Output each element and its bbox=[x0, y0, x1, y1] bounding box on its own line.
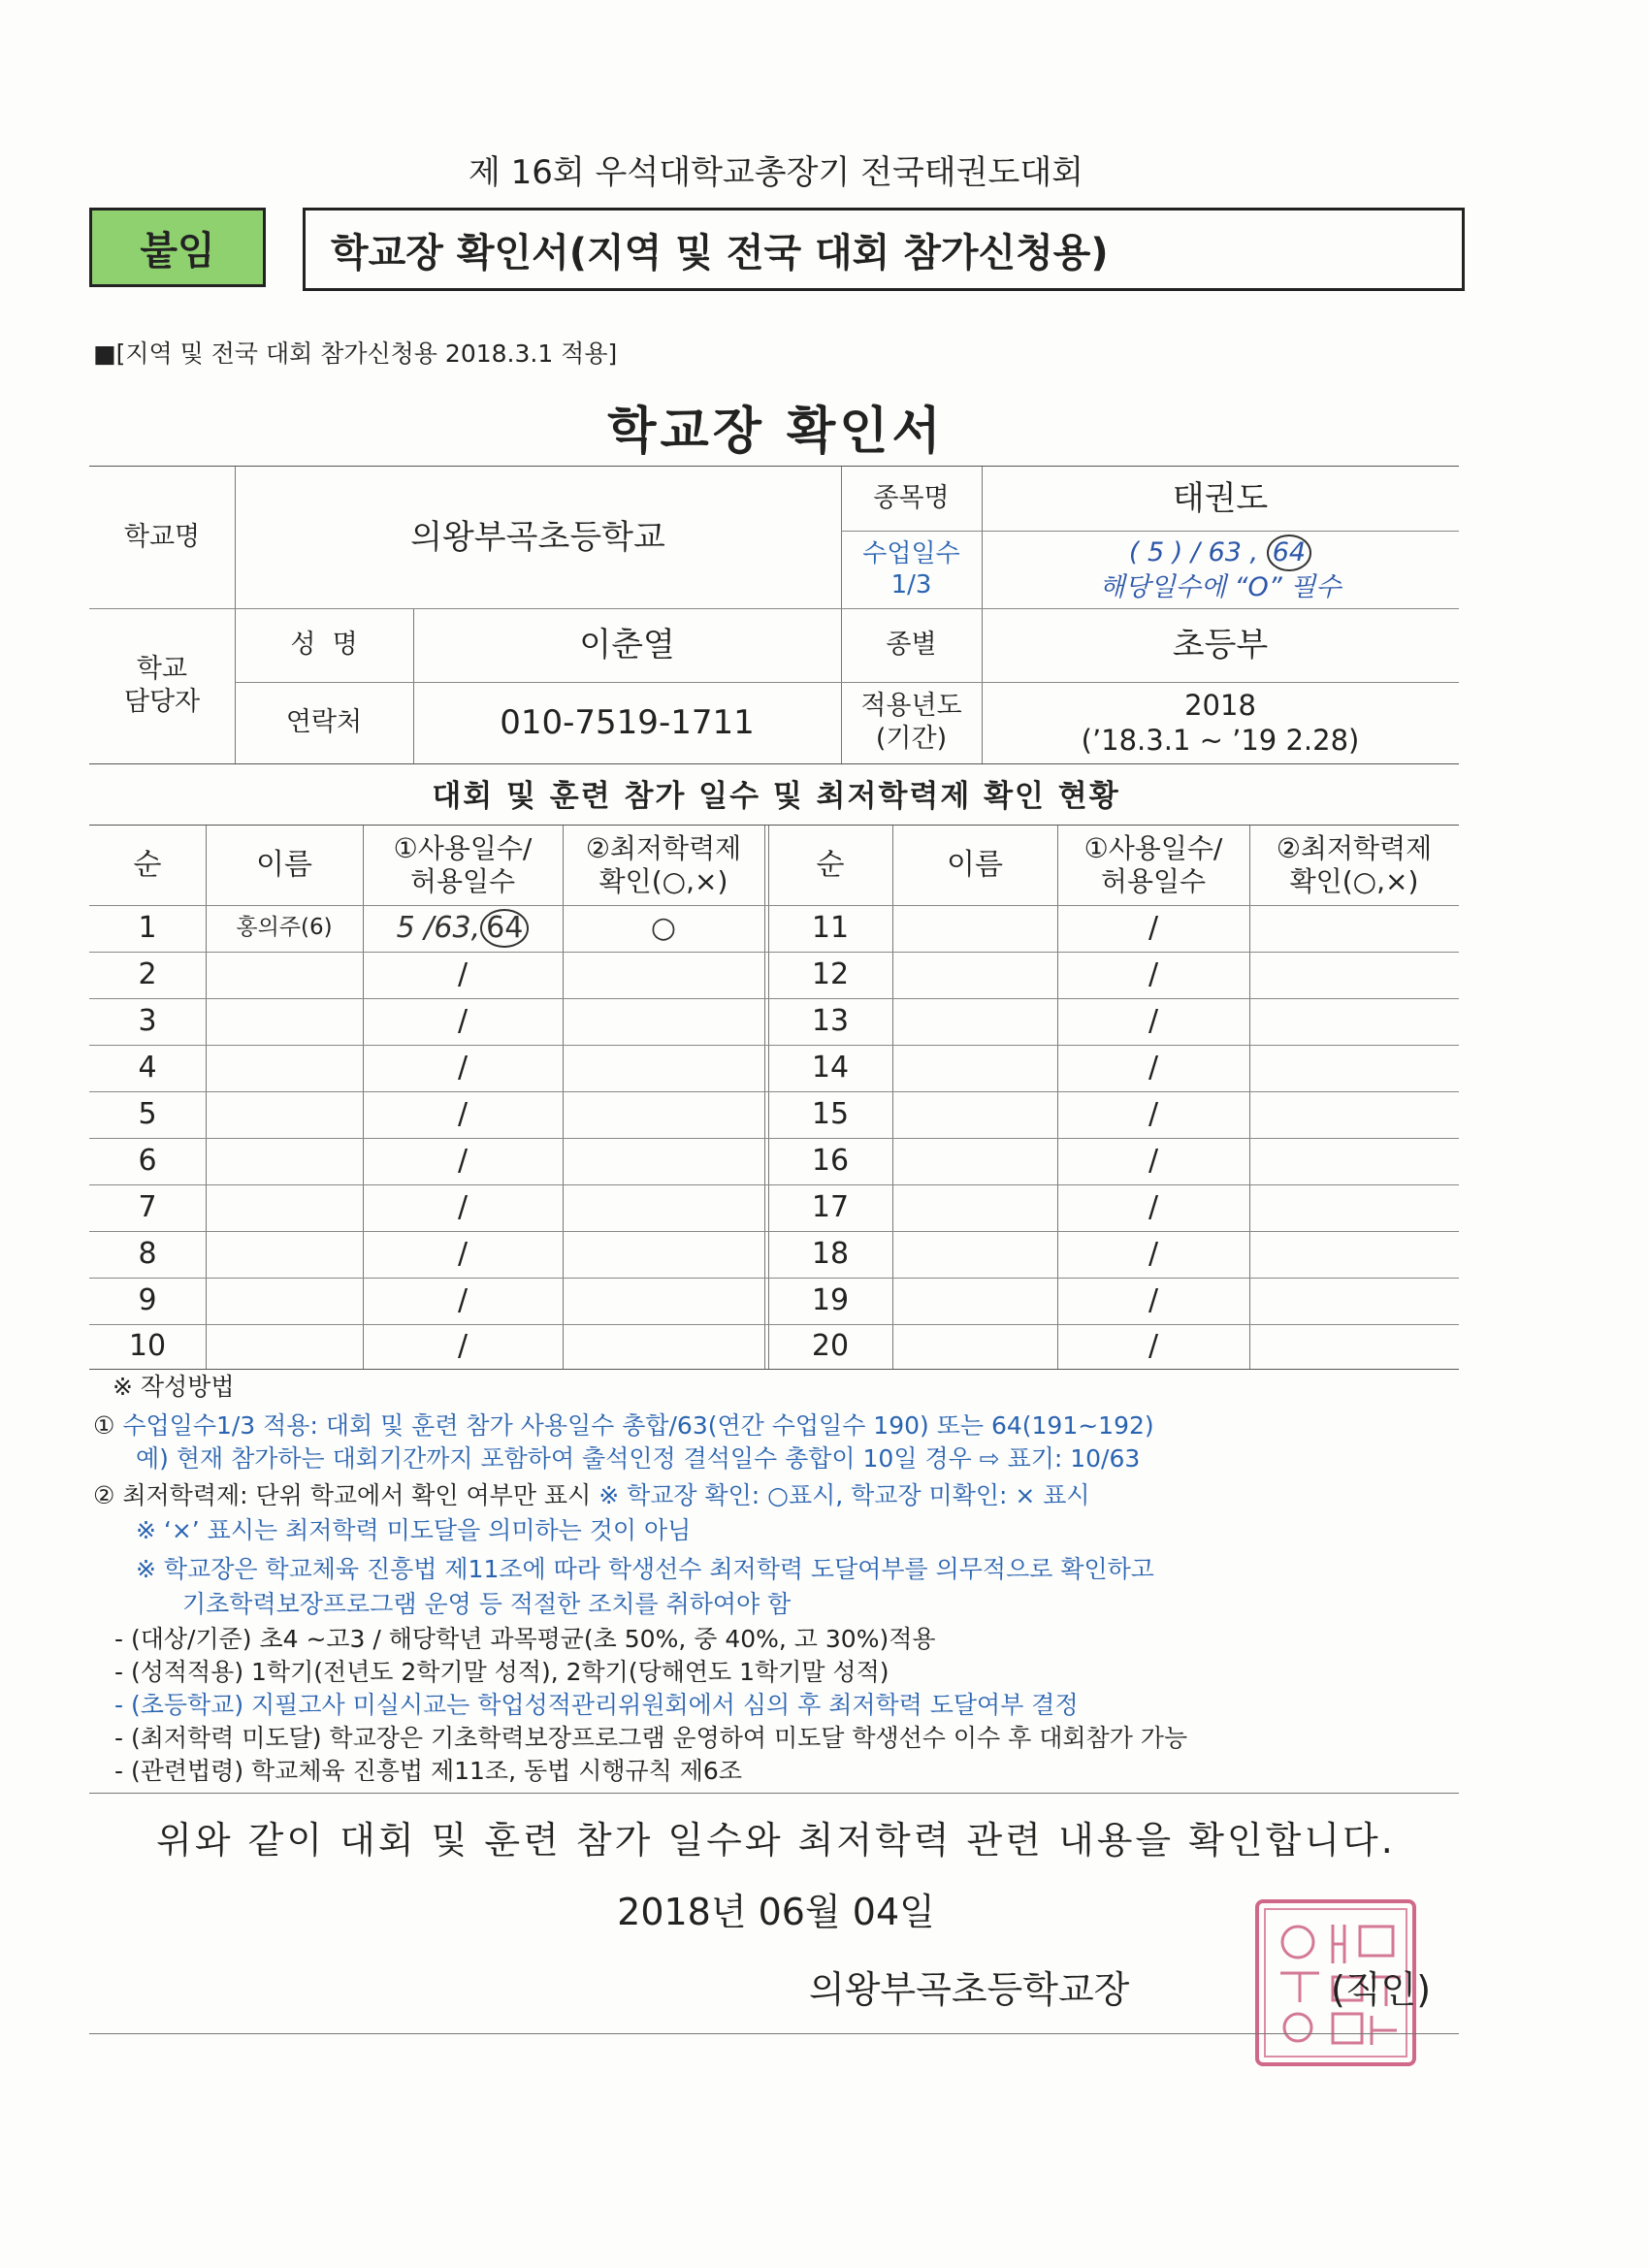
year-value bbox=[982, 682, 1459, 763]
document-title: 학교장 확인서(지역 및 전국 대회 참가신청용) bbox=[303, 208, 1465, 291]
header-days-line2: 허용일수 bbox=[1100, 865, 1207, 897]
row-days: / bbox=[1148, 1144, 1159, 1178]
class-days-label bbox=[841, 531, 982, 608]
event-label: 종목명 bbox=[873, 483, 950, 514]
detail-3: - (초등학교) 지필고사 미실시교는 학업성적관리위원회에서 심의 후 최저학력 도달여부 결정 bbox=[114, 1691, 1079, 1719]
note-1-marker: ① bbox=[93, 1411, 115, 1440]
row-no: 5 bbox=[138, 1097, 157, 1131]
seal-label: (직인) bbox=[1331, 1968, 1432, 2011]
note-4-line1: ※ 학교장은 학교체육 진흥법 제11조에 따라 학생선수 최저학력 도달여부를 의무적으로 확인하고 bbox=[136, 1555, 1154, 1583]
roster-table bbox=[89, 825, 1459, 1370]
row-no: 17 bbox=[811, 1190, 850, 1224]
divider-bottom bbox=[89, 2033, 1459, 2034]
contact-label-line2: 담당자 bbox=[123, 687, 201, 717]
note-1-line1: 수업일수1/3 적용: 대회 및 훈련 참가 사용일수 총합/63(연간 수업일수 190) 또는 64(191~192) bbox=[122, 1411, 1154, 1440]
row-no: 9 bbox=[138, 1283, 157, 1317]
row-no: 8 bbox=[138, 1237, 157, 1271]
row-check: ○ bbox=[650, 911, 677, 945]
note-2-blue: ※ 학교장 확인: ○표시, 학교장 미확인: × 표시 bbox=[598, 1481, 1090, 1509]
row-days: / bbox=[457, 1097, 469, 1131]
row-days: / bbox=[1148, 1237, 1159, 1271]
row-days: / bbox=[457, 1004, 469, 1038]
detail-4: - (최저학력 미도달) 학교장은 기초학력보장프로그램 운영하여 미도달 학생선수 이수 후 대회참가 가능 bbox=[114, 1724, 1188, 1752]
year-value-line1: 2018 bbox=[1184, 688, 1256, 722]
row-days: / bbox=[457, 957, 469, 991]
name-label: 성 명 bbox=[290, 630, 358, 661]
row-days: / bbox=[457, 1283, 469, 1317]
header-check-line1: ②최저학력제 bbox=[1276, 832, 1433, 865]
note-1-line2: 예) 현재 참가하는 대회기간까지 포함하여 출석인정 결석일수 총합이 10일 경우 ⇨ 표기: 10/63 bbox=[136, 1444, 1141, 1473]
row-no: 4 bbox=[138, 1051, 157, 1085]
row-name: 홍의주(6) bbox=[236, 915, 333, 941]
row-days: / bbox=[457, 1051, 469, 1085]
row-days: / bbox=[457, 1190, 469, 1224]
row-days: / bbox=[1148, 1097, 1159, 1131]
header-check-line1: ②최저학력제 bbox=[585, 832, 742, 865]
phone-label: 연락처 bbox=[285, 707, 363, 738]
note-3: ※ ‘×’ 표시는 최저학력 미도달을 의미하는 것이 아님 bbox=[136, 1516, 692, 1544]
header-check-line2: 확인(○,×) bbox=[598, 865, 728, 897]
header-check-left bbox=[563, 826, 764, 905]
header-check-line2: 확인(○,×) bbox=[1289, 865, 1419, 897]
detail-5: - (관련법령) 학교체육 진흥법 제11조, 동법 시행규칙 제6조 bbox=[114, 1757, 742, 1785]
row-no: 16 bbox=[811, 1144, 850, 1178]
detail-2: - (성적적용) 1학기(전년도 2학기말 성적), 2학기(당해연도 1학기말 성적) bbox=[114, 1658, 889, 1686]
contact-label bbox=[89, 608, 235, 763]
division-value: 초등부 bbox=[1172, 625, 1269, 664]
row-no: 14 bbox=[811, 1051, 850, 1085]
row-no: 2 bbox=[138, 957, 157, 991]
roster-title: 대회 및 훈련 참가 일수 및 최저학력제 확인 현황 bbox=[432, 779, 1120, 814]
divider-top bbox=[89, 1793, 1459, 1794]
header-days-line2: 허용일수 bbox=[409, 865, 516, 897]
event-title: 제 16회 우석대학교총장기 전국태권도대회 bbox=[468, 153, 1084, 192]
school-value: 의왕부곡초등학교 bbox=[410, 517, 665, 557]
school-label: 학교명 bbox=[123, 522, 201, 553]
name-value: 이춘열 bbox=[579, 625, 675, 664]
class-days-note: 해당일수에 “O” 필수 bbox=[1099, 572, 1342, 602]
row-days: / bbox=[457, 1144, 469, 1178]
detail-1: - (대상/기준) 초4 ~고3 / 해당학년 과목평균(초 50%, 중 40%, 고 30%)적용 bbox=[114, 1625, 936, 1653]
class-days-value bbox=[982, 531, 1459, 608]
row-no: 12 bbox=[811, 957, 850, 991]
row-days: / bbox=[1148, 957, 1159, 991]
info-table bbox=[89, 466, 1459, 764]
class-days-label-line1: 수업일수 bbox=[862, 538, 960, 568]
class-days-fraction: ( 5 ) / 63 , bbox=[1128, 537, 1259, 568]
year-label-line1: 적용년도 bbox=[860, 691, 962, 722]
row-days: / bbox=[457, 1329, 469, 1363]
attachment-badge: 붙임 bbox=[89, 208, 266, 287]
header-name-left: 이름 bbox=[256, 848, 312, 882]
circled-64: 64 bbox=[480, 909, 529, 948]
confirm-statement: 위와 같이 대회 및 훈련 참가 일수와 최저학력 관련 내용을 확인합니다. bbox=[156, 1819, 1396, 1862]
row-days bbox=[363, 905, 563, 952]
header-no-left: 순 bbox=[133, 848, 162, 882]
main-heading: 학교장 확인서 bbox=[607, 403, 945, 461]
row-no: 15 bbox=[811, 1097, 850, 1131]
header-days-line1: ①사용일수/ bbox=[1083, 832, 1223, 865]
header-check-right bbox=[1249, 826, 1459, 905]
year-label bbox=[841, 682, 982, 763]
header-days-left bbox=[363, 826, 563, 905]
row-no: 11 bbox=[811, 911, 850, 945]
row-no: 19 bbox=[811, 1283, 850, 1317]
row-no: 1 bbox=[138, 911, 157, 945]
header-days-line1: ①사용일수/ bbox=[393, 832, 533, 865]
row-no: 13 bbox=[811, 1004, 850, 1038]
row-days: / bbox=[457, 1237, 469, 1271]
principal-title: 의왕부곡초등학교장 bbox=[809, 1968, 1130, 2011]
division-label: 종별 bbox=[886, 630, 937, 661]
note-2-marker: ② bbox=[93, 1481, 115, 1509]
class-days-label-line2: 1/3 bbox=[890, 570, 932, 599]
note-2-text: 최저학력제: 단위 학교에서 확인 여부만 표시 bbox=[122, 1481, 592, 1509]
header-days-right bbox=[1057, 826, 1249, 905]
header-no-right: 순 bbox=[816, 848, 845, 882]
note-2 bbox=[93, 1480, 1090, 1512]
form-note: ■[지역 및 전국 대회 참가신청용 2018.3.1 적용] bbox=[93, 340, 618, 368]
circled-64: 64 bbox=[1267, 535, 1311, 571]
row-days: / bbox=[1148, 1283, 1159, 1317]
notes-heading: ※ 작성방법 bbox=[113, 1373, 235, 1401]
row-no: 3 bbox=[138, 1004, 157, 1038]
note-4-line2: 기초학력보장프로그램 운영 등 적절한 조치를 취하여야 함 bbox=[182, 1590, 792, 1618]
row-days-fraction: 5 /63, bbox=[396, 911, 481, 945]
row-days: / bbox=[1148, 1004, 1159, 1038]
phone-value: 010-7519-1711 bbox=[500, 702, 755, 742]
header-name-right: 이름 bbox=[947, 848, 1003, 882]
row-no: 6 bbox=[138, 1144, 157, 1178]
contact-label-line1: 학교 bbox=[136, 654, 188, 685]
year-value-line2: (’18.3.1 ~ ’19 2.28) bbox=[1081, 724, 1360, 757]
row-no: 20 bbox=[811, 1329, 850, 1363]
event-value: 태권도 bbox=[1172, 478, 1269, 518]
row-no: 18 bbox=[811, 1237, 850, 1271]
issue-date: 2018년 06월 04일 bbox=[617, 1891, 935, 1933]
row-no: 10 bbox=[128, 1329, 167, 1363]
row-days: / bbox=[1148, 1051, 1159, 1085]
row-days: / bbox=[1148, 1329, 1159, 1363]
row-no: 7 bbox=[138, 1190, 157, 1224]
note-1 bbox=[93, 1410, 1154, 1442]
year-label-line2: (기간) bbox=[875, 724, 948, 754]
row-days: / bbox=[1148, 911, 1159, 945]
row-days: / bbox=[1148, 1190, 1159, 1224]
